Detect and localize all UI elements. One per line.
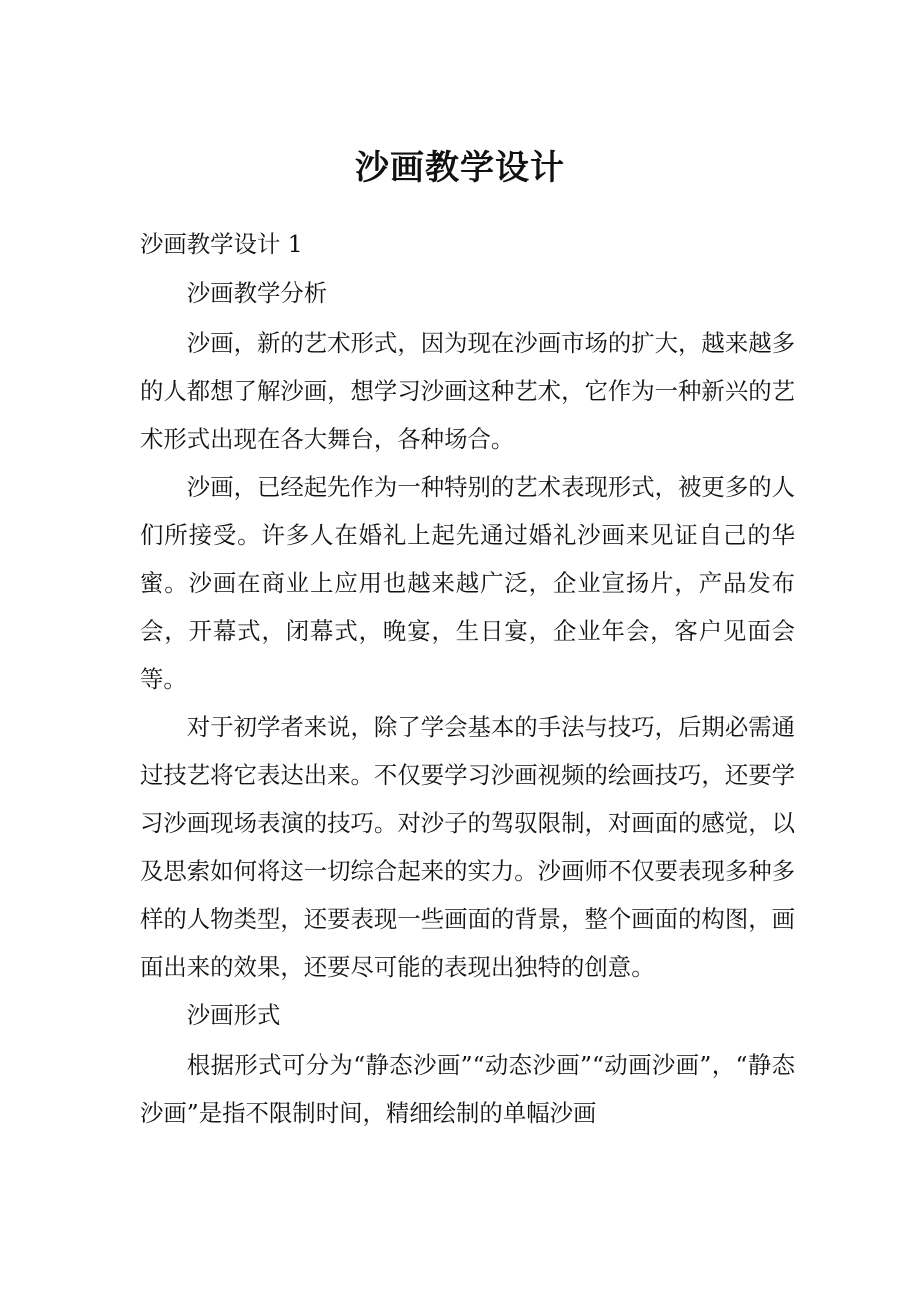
paragraph: 沙画，已经起先作为一种特别的艺术表现形式，被更多的人们所接受。许多人在婚礼上起先通过婚礼沙画来见证自己的华蜜。沙画在商业上应用也越来越广泛，企业宣扬片，产品发布会，开幕式，闭幕式，晚宴，生日宴，企业年会，客户见面会等。 <box>140 473 795 693</box>
document-body <box>140 220 795 1137</box>
subheading-analysis: 沙画教学分析 <box>186 279 328 307</box>
document-title: 沙画教学设计 <box>355 148 565 188</box>
paragraph: 根据形式可分为“静态沙画”“动态沙画”“动画沙画”，“静态沙画”是指不限制时间，精细绘制的单幅沙画 <box>140 1051 795 1127</box>
paragraph: 对于初学者来说，除了学会基本的手法与技巧，后期必需通过技艺将它表达出来。不仅要学习沙画视频的绘画技巧，还要学习沙画现场表演的技巧。对沙子的驾驭限制，对画面的感觉，以及思索如何将这一切综合起来的实力。沙画师不仅要表现多种多样的人物类型，还要表现一些画面的背景，整个画面的构图，画面出来的效果，还要尽可能的表现出独特的创意。 <box>140 713 795 981</box>
section-heading: 沙画教学设计 1 <box>140 230 303 258</box>
subheading-forms: 沙画形式 <box>186 1001 281 1029</box>
paragraph: 沙画，新的艺术形式，因为现在沙画市场的扩大，越来越多的人都想了解沙画，想学习沙画这种艺术，它作为一种新兴的艺术形式出现在各大舞台，各种场合。 <box>140 329 795 453</box>
